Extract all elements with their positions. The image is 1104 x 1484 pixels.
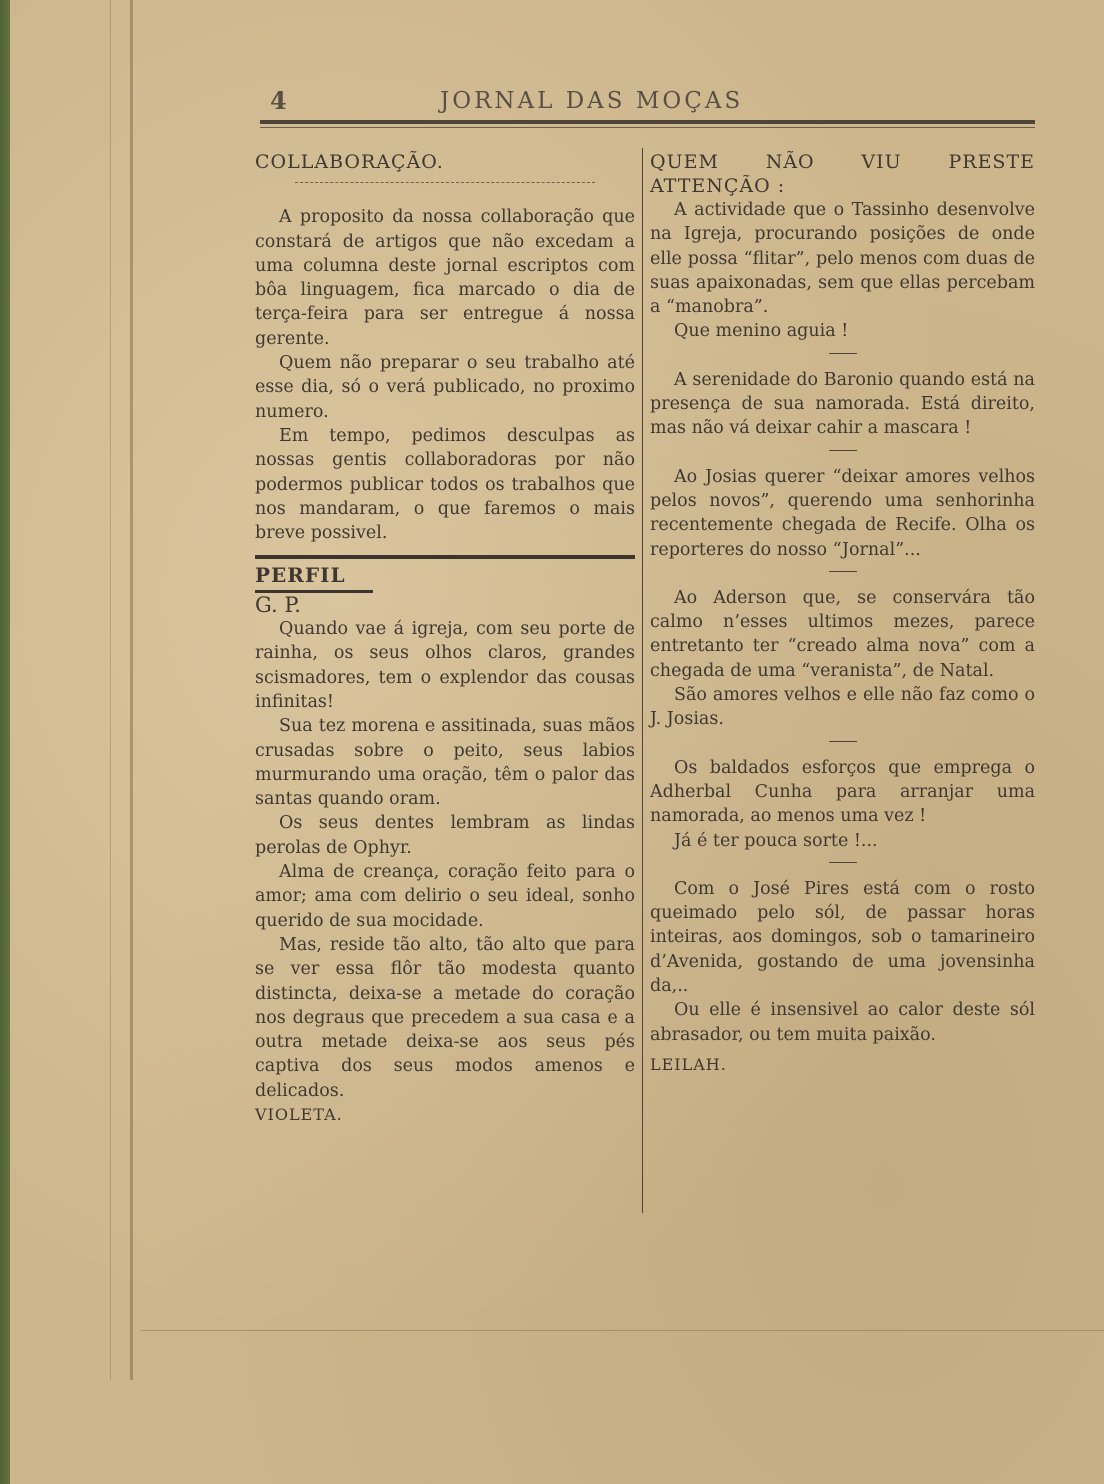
header-rule-thick (260, 120, 1035, 124)
perfil-signature: VIOLETA. (255, 1104, 343, 1124)
item-divider (829, 862, 857, 863)
gossip-paragraph: Que menino aguia ! (674, 321, 849, 342)
gossip-paragraph: Os baldados esforços que emprega o Adherbal Cunha para arranjar uma namorada, ao menos uma vez ! (650, 757, 1035, 827)
perfil-paragraph: Sua tez morena e assitinada, suas mãos crusadas sobre o peito, seus labios murmurando uma oração, têm o palor das santas quando oram. (255, 716, 635, 810)
page-header (262, 86, 1032, 116)
page-bottom-crease (140, 1330, 1104, 1331)
gossip-item (650, 368, 1035, 441)
gossip-heading: QUEM NÃO VIU PRESTE ATTENÇÃO : (650, 151, 1035, 197)
item-divider (829, 571, 857, 572)
collaboration-paragraph: Em tempo, pedimos desculpas as nossas gentis collaboradoras por não podermos publicar todos os trabalhos que nos mandaram, o que faremos o mais breve possivel. (255, 425, 635, 544)
page-fold-line (130, 0, 133, 1380)
perfil-paragraph: Os seus dentes lembram as lindas perolas de Ophyr. (255, 813, 635, 858)
gossip-item (650, 877, 1035, 1047)
perfil-paragraph: Alma de creança, coração feito para o amor; ama com delirio o seu ideal, sonho querido de sua mocidade. (255, 862, 635, 931)
gossip-paragraph: Com o José Pires está com o rosto queimado pelo sól, de passar horas inteiras, aos domingos, sob o tamarineiro d’Avenida, gostando de uma jovensinha da,.. (650, 878, 1035, 997)
gossip-paragraph: Já é ter pouca sorte !... (674, 830, 878, 851)
gossip-paragraph: Ou elle é insensivel ao calor deste sól abrasador, ou tem muita paixão. (650, 1000, 1035, 1045)
collaboration-heading: COLLABORAÇÃO. (255, 151, 444, 173)
journal-title: JORNAL DAS MOÇAS (440, 88, 744, 114)
item-divider (829, 741, 857, 742)
gossip-paragraph: A serenidade do Baronio quando está na presença de sua namorada. Está direito, mas não vá deixar cahir a mascara ! (650, 369, 1035, 439)
perfil-paragraph: Mas, reside tão alto, tão alto que para se ver essa flôr tão modesta quanto distincta, deixa-se a metade do coração nos degraus que precedem a sua casa e a outra metade deixa-se aos seus pés captiva dos seus modos amenos e delicados. (255, 934, 635, 1101)
item-divider (829, 353, 857, 354)
right-column (650, 150, 1035, 1077)
perfil-heading: PERFIL (255, 563, 346, 588)
gossip-signature: LEILAH. (650, 1054, 727, 1074)
column-separator (642, 148, 643, 1213)
perfil-initials: G. P. (255, 592, 301, 617)
gossip-paragraph: A actividade que o Tassinho desenvolve na Igreja, procurando posições de onde elle possa “flitar”, pelo menos com duas de suas apaixonadas, sem que ellas percebam a “manobra”. (650, 200, 1035, 318)
gossip-paragraph: Ao Aderson que, se conservára tão calmo n’esses ultimos mezes, parece entretanto ter “creado alma nova” com a chegada de uma “veranista”, de Natal. (650, 587, 1035, 681)
perfil-paragraph: Quando vae á igreja, com seu porte de rainha, os seus olhos claros, grandes scismadores, tem o explendor das cousas infinitas! (255, 619, 635, 712)
left-column (255, 150, 635, 1127)
collaboration-paragraph: Quem não preparar o seu trabalho até esse dia, só o verá publicado, no proximo numero. (255, 353, 635, 422)
collaboration-paragraph: A proposito da nossa collaboração que constará de artigos que não excedam a uma columna deste jornal escriptos com bôa linguagem, fica marcado o dia de terça-feira para ser entregue á nossa gerente. (255, 207, 635, 349)
gossip-item (650, 198, 1035, 344)
gossip-item (650, 586, 1035, 732)
gossip-item (650, 465, 1035, 562)
gossip-paragraph: São amores velhos e elle não faz como o J. Josias. (650, 685, 1035, 730)
page-fold-line-secondary (110, 0, 111, 1380)
heading-divider (295, 182, 595, 183)
page-number: 4 (270, 86, 287, 115)
gossip-paragraph: Ao Josias querer “deixar amores velhos pelos novos”, querendo uma senhorinha recentemente chegada de Recife. Olha os reporteres do nosso “Jornal”... (650, 466, 1035, 560)
header-rule-thin (260, 127, 1035, 128)
section-divider (255, 555, 635, 559)
item-divider (829, 450, 857, 451)
gossip-item (650, 756, 1035, 853)
